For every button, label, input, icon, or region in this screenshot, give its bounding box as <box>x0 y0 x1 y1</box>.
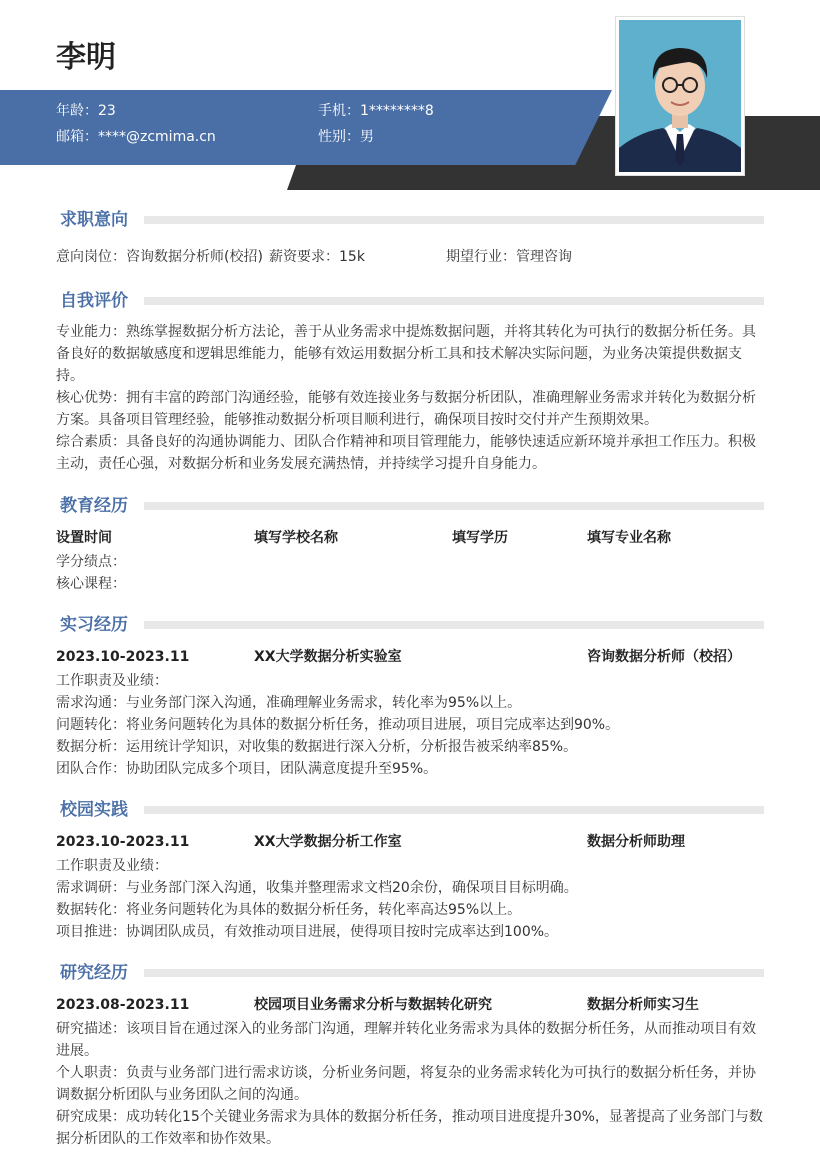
research-paragraph: 研究描述：该项目旨在通过深入的业务部门沟通，理解并转化业务需求为具体的数据分析任务，从而推动项目有效进展。 <box>56 1021 756 1059</box>
section-title: 教育经历 <box>60 494 138 518</box>
education-school: 填写学校名称 <box>254 530 338 546</box>
section-title: 自我评价 <box>60 289 138 313</box>
research-time: 2023.08-2023.11 <box>56 997 190 1013</box>
internship-org: XX大学数据分析实验室 <box>254 649 402 665</box>
section-divider <box>144 297 764 305</box>
education-gpa: 学分绩点： <box>56 554 126 570</box>
self-eval-text <box>56 321 766 475</box>
internship-line: 工作职责及业绩： <box>56 673 168 689</box>
section-research <box>56 961 764 985</box>
internship-line: 团队合作：协助团队完成多个项目，团队满意度提升至95%。 <box>56 761 438 777</box>
internship-details <box>56 670 766 780</box>
research-paragraph: 研究成果：成功转化15个关键业务需求为具体的数据分析任务，推动项目进度提升30%，显著提高了业务部门与数据分析团队的工作效率和协作效果。 <box>56 1109 763 1147</box>
section-education <box>56 494 764 518</box>
intent-industry: 期望行业：管理咨询 <box>446 249 572 265</box>
campus-org: XX大学数据分析工作室 <box>254 834 402 850</box>
campus-row <box>56 831 766 853</box>
intent-row <box>56 246 766 268</box>
section-internship <box>56 613 764 637</box>
research-role: 数据分析师实习生 <box>587 997 699 1013</box>
section-divider <box>144 502 764 510</box>
research-row <box>56 994 766 1016</box>
email-field: 邮箱：****@zcmima.cn <box>56 129 216 145</box>
section-campus <box>56 798 764 822</box>
education-major: 填写专业名称 <box>587 530 671 546</box>
internship-row <box>56 646 766 668</box>
campus-line: 项目推进：协调团队成员，有效推动项目进展，使得项目按时完成率达到100%。 <box>56 924 559 940</box>
self-eval-paragraph: 核心优势：拥有丰富的跨部门沟通经验，能够有效连接业务与数据分析团队，准确理解业务需求并转化为数据分析方案。具备项目管理经验，能够推动数据分析项目顺利进行，确保项目按时交付并产生预期效果。 <box>56 390 756 428</box>
internship-role: 咨询数据分析师（校招） <box>587 649 741 665</box>
research-topic: 校园项目业务需求分析与数据转化研究 <box>254 997 492 1013</box>
internship-time: 2023.10-2023.11 <box>56 649 190 665</box>
internship-line: 数据分析：运用统计学知识，对收集的数据进行深入分析，分析报告被采纳率85%。 <box>56 739 578 755</box>
section-divider <box>144 216 764 224</box>
phone-field: 手机：1********8 <box>318 103 434 119</box>
section-title: 实习经历 <box>60 613 138 637</box>
research-paragraph: 个人职责：负责与业务部门进行需求访谈，分析业务问题，将复杂的业务需求转化为可执行的数据分析任务，并协调数据分析团队与业务团队之间的沟通。 <box>56 1065 756 1103</box>
campus-details <box>56 855 766 943</box>
education-courses: 核心课程： <box>56 576 126 592</box>
portrait-image <box>619 20 741 172</box>
research-details <box>56 1018 766 1150</box>
campus-role: 数据分析师助理 <box>587 834 685 850</box>
self-eval-paragraph: 综合素质：具备良好的沟通协调能力、团队合作精神和项目管理能力，能够快速适应新环境并承担工作压力。积极主动，责任心强，对数据分析和业务发展充满热情，并持续学习提升自身能力。 <box>56 434 756 472</box>
section-title: 校园实践 <box>60 798 138 822</box>
section-title: 研究经历 <box>60 961 138 985</box>
intent-position: 意向岗位：咨询数据分析师(校招) <box>56 249 263 265</box>
section-divider <box>144 969 764 977</box>
section-self-eval <box>56 289 764 313</box>
education-row <box>56 527 766 549</box>
education-time: 设置时间 <box>56 530 112 546</box>
profile-photo <box>616 17 744 175</box>
campus-line: 数据转化：将业务问题转化为具体的数据分析任务，转化率高达95%以上。 <box>56 902 522 918</box>
campus-line: 需求调研：与业务部门深入沟通，收集并整理需求文档20余份，确保项目目标明确。 <box>56 880 578 896</box>
intent-salary: 薪资要求：15k <box>269 249 365 265</box>
section-title: 求职意向 <box>60 208 138 232</box>
campus-time: 2023.10-2023.11 <box>56 834 190 850</box>
internship-line: 需求沟通：与业务部门深入沟通，准确理解业务需求，转化率为95%以上。 <box>56 695 522 711</box>
self-eval-paragraph: 专业能力：熟练掌握数据分析方法论，善于从业务需求中提炼数据问题，并将其转化为可执行的数据分析任务。具备良好的数据敏感度和逻辑思维能力，能够有效运用数据分析工具和技术解决实际问题，为业务决策提供数据支持。 <box>56 324 756 384</box>
candidate-name: 李明 <box>56 40 116 75</box>
internship-line: 问题转化：将业务问题转化为具体的数据分析任务，推动项目进展，项目完成率达到90%。 <box>56 717 620 733</box>
education-degree: 填写学历 <box>452 530 508 546</box>
gender-field: 性别：男 <box>318 129 374 145</box>
section-divider <box>144 621 764 629</box>
section-job-intent <box>56 208 764 232</box>
age-field: 年龄：23 <box>56 103 116 119</box>
campus-line: 工作职责及业绩： <box>56 858 168 874</box>
section-divider <box>144 806 764 814</box>
